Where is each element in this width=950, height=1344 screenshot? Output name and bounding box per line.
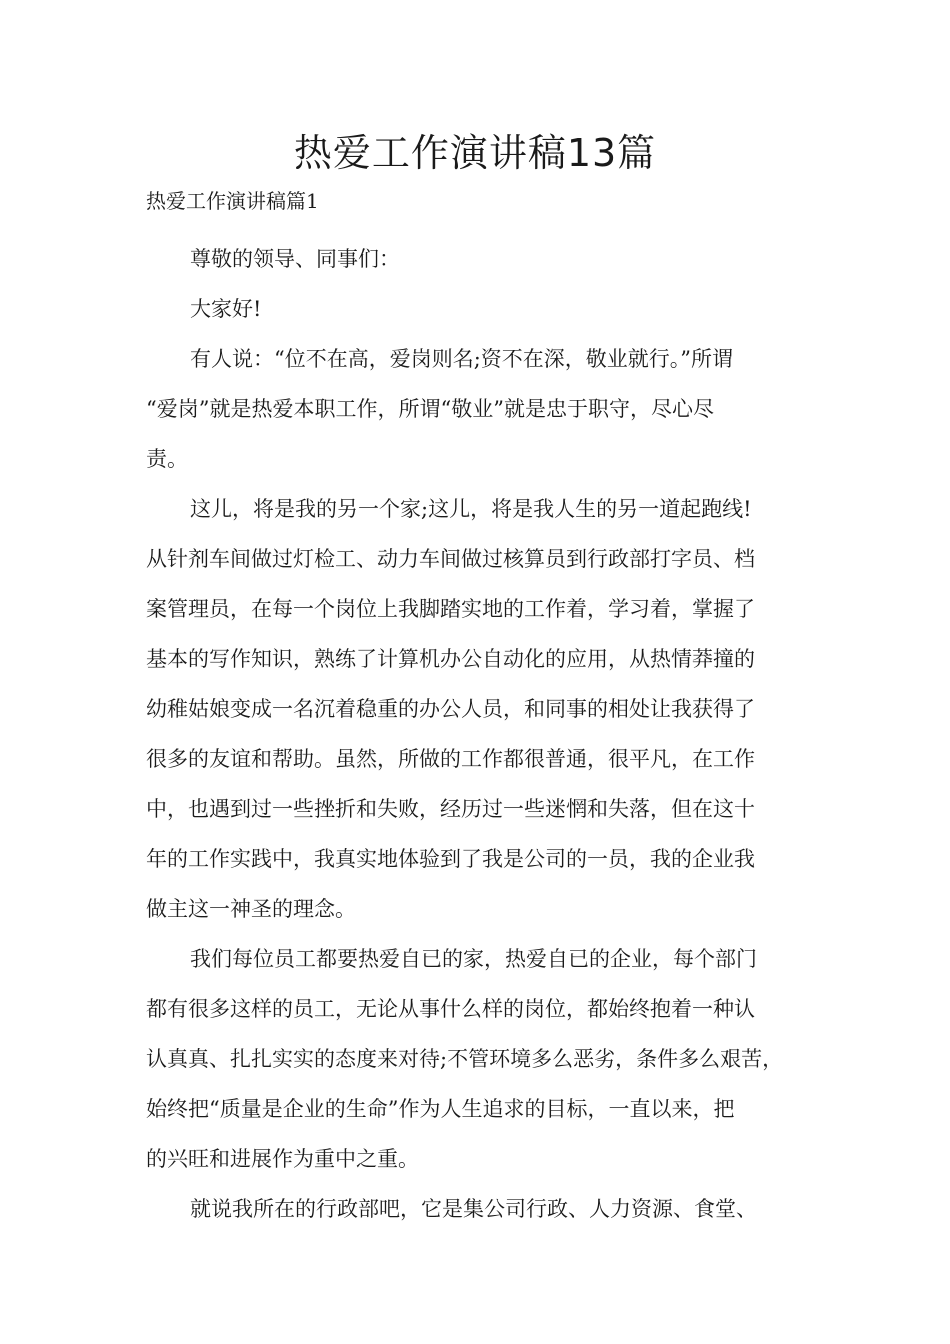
document-body xyxy=(146,234,804,1234)
text-line: 都有很多这样的员工，无论从事什么样的岗位，都始终抱着一种认 xyxy=(146,997,755,1021)
text-line: 案管理员，在每一个岗位上我脚踏实地的工作着，学习着，掌握了 xyxy=(146,597,755,621)
text-line: 从针剂车间做过灯检工、动力车间做过核算员到行政部打字员、档 xyxy=(146,547,755,571)
text-line: 基本的写作知识，熟练了计算机办公自动化的应用，从热情莽撞的 xyxy=(146,647,755,671)
text-line: “爱岗”就是热爱本职工作，所谓“敬业”就是忠于职守，尽心尽 xyxy=(146,397,714,421)
paragraph xyxy=(146,934,804,1184)
text-line: 始终把“质量是企业的生命”作为人生追求的目标，一直以来，把 xyxy=(146,1097,735,1121)
text-line: 尊敬的领导、同事们： xyxy=(190,247,400,271)
paragraph xyxy=(146,334,804,484)
text-line: 大家好! xyxy=(190,297,262,321)
text-line: 有人说：“位不在高，爱岗则名;资不在深，敬业就行。”所谓 xyxy=(190,347,734,371)
text-line: 的兴旺和进展作为重中之重。 xyxy=(146,1147,419,1171)
text-line: 年的工作实践中，我真实地体验到了我是公司的一员，我的企业我 xyxy=(146,847,755,871)
text-line: 认真真、扎扎实实的态度来对待;不管环境多么恶劣，条件多么艰苦， xyxy=(146,1047,784,1071)
paragraph xyxy=(146,234,804,284)
text-line: 就说我所在的行政部吧，它是集公司行政、人力资源、食堂、 xyxy=(190,1197,757,1221)
text-line: 这儿，将是我的另一个家;这儿，将是我人生的另一道起跑线! xyxy=(190,497,752,521)
text-line: 做主这一神圣的理念。 xyxy=(146,897,356,921)
section-heading: 热爱工作演讲稿篇1 xyxy=(146,189,319,213)
text-line: 幼稚姑娘变成一名沉着稳重的办公人员，和同事的相处让我获得了 xyxy=(146,697,755,721)
document-title: 热爱工作演讲稿13篇 xyxy=(293,131,657,175)
text-line: 责。 xyxy=(146,447,188,471)
paragraph xyxy=(146,284,804,334)
text-line: 中，也遇到过一些挫折和失败，经历过一些迷惘和失落，但在这十 xyxy=(146,797,755,821)
paragraph xyxy=(146,484,804,934)
text-line: 很多的友谊和帮助。虽然，所做的工作都很普通，很平凡，在工作 xyxy=(146,747,755,771)
paragraph xyxy=(146,1184,804,1234)
text-line: 我们每位员工都要热爱自已的家，热爱自已的企业，每个部门 xyxy=(190,947,757,971)
